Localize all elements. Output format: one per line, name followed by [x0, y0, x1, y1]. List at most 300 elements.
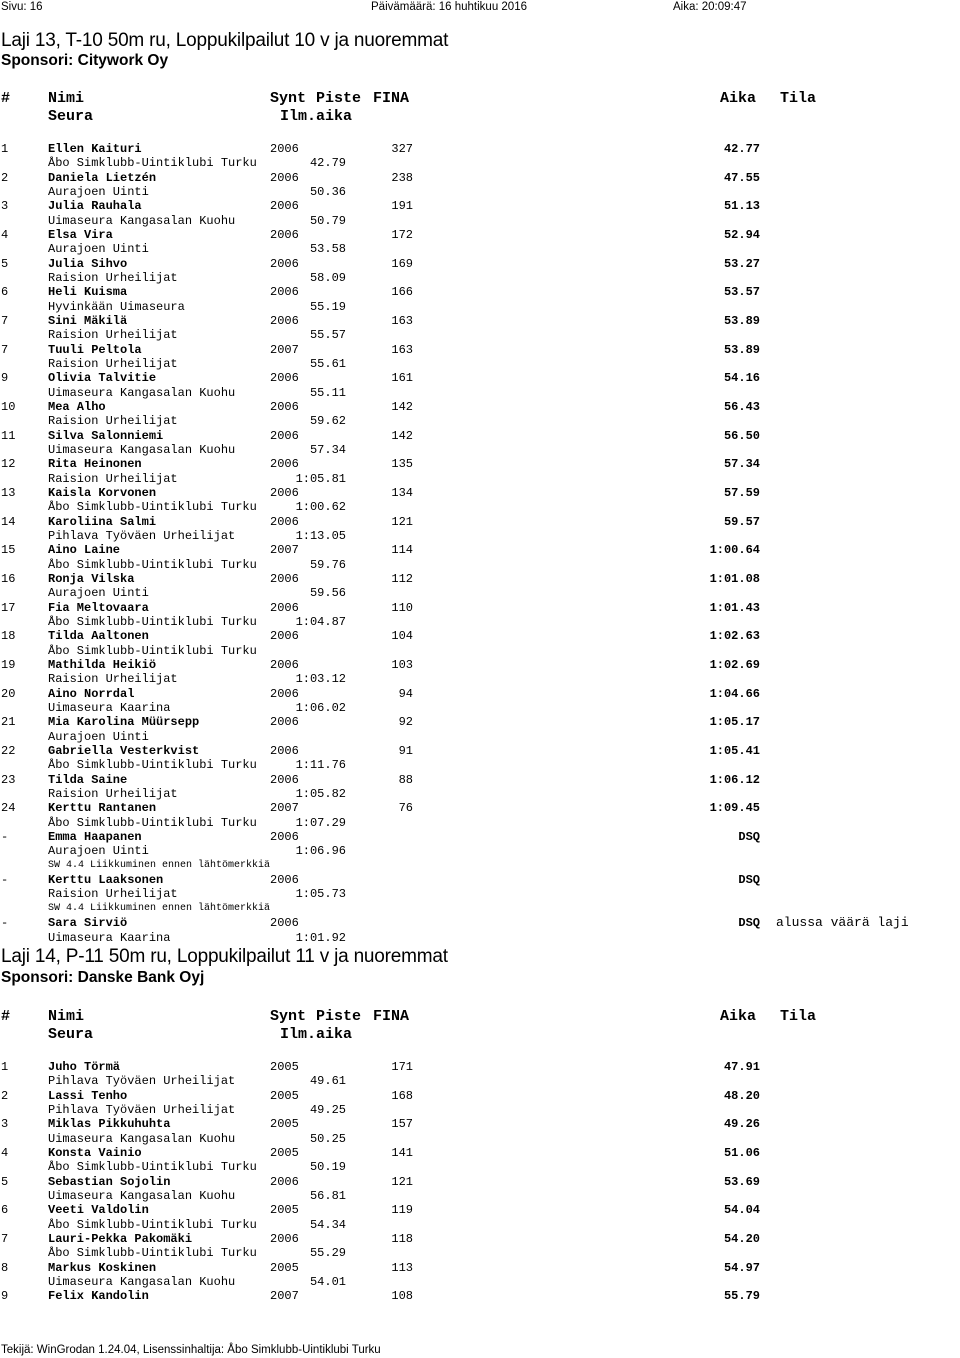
birth-year: 2006 — [270, 629, 299, 644]
entry-time: 1:06.02 — [295, 700, 346, 715]
birth-year: 2006 — [270, 829, 299, 844]
entry-time: 1:07.29 — [295, 815, 346, 830]
points: 161 — [391, 371, 413, 386]
place: 16 — [1, 571, 16, 586]
col-header-time: Aika — [720, 1008, 757, 1025]
dsq-reason: SW 4.4 Liikkuminen ennen lähtömerkkiä — [48, 859, 271, 871]
final-time: 52.94 — [723, 228, 760, 242]
place: 19 — [1, 657, 16, 672]
result-row-club — [0, 357, 960, 371]
result-row-club — [0, 672, 960, 686]
place: 9 — [1, 371, 9, 386]
column-headers-row2 — [0, 108, 960, 126]
birth-year: 2007 — [270, 543, 299, 558]
dsq-reason: SW 4.4 Liikkuminen ennen lähtömerkkiä — [48, 902, 271, 914]
birth-year: 2006 — [270, 199, 299, 214]
final-time: 51.13 — [723, 199, 760, 214]
final-time: 54.16 — [723, 371, 760, 386]
birth-year: 2006 — [270, 228, 299, 242]
page-header — [0, 0, 960, 14]
col-header-points: Piste — [316, 90, 362, 107]
place: 4 — [1, 1146, 9, 1160]
final-time: 53.27 — [723, 256, 760, 271]
event-sponsor: Sponsori: Citywork Oy — [1, 52, 169, 69]
result-row — [0, 873, 960, 887]
final-time: 53.69 — [723, 1174, 760, 1189]
entry-time: 1:05.81 — [295, 471, 346, 486]
result-row-club — [0, 586, 960, 600]
club-name: Raision Urheilijat — [48, 357, 178, 371]
points: 238 — [391, 170, 413, 185]
club-name: Åbo Simklubb-Uintiklubi Turku — [48, 815, 257, 830]
entry-time: 1:13.05 — [295, 528, 346, 543]
points: 191 — [391, 199, 413, 214]
club-name: Uimaseura Kaarina — [48, 700, 171, 715]
result-row-club — [0, 529, 960, 543]
club-name: Åbo Simklubb-Uintiklubi Turku — [48, 500, 257, 515]
result-row-club — [0, 931, 960, 945]
birth-year: 2006 — [270, 1232, 299, 1246]
entry-time: 55.61 — [309, 357, 346, 371]
place: 3 — [1, 1117, 9, 1132]
event-title: Laji 13, T-10 50m ru, Loppukilpailut 10 v ja nuoremmat — [1, 30, 449, 51]
final-time: 57.34 — [723, 457, 760, 472]
final-time: 53.89 — [723, 342, 760, 357]
result-row-club — [0, 386, 960, 400]
entry-time: 50.36 — [309, 185, 346, 199]
entry-time: 1:04.87 — [295, 614, 346, 629]
entry-time: 1:05.73 — [295, 887, 346, 902]
points: 168 — [391, 1088, 413, 1103]
result-row-club — [0, 271, 960, 285]
final-time: DSQ — [738, 873, 760, 887]
result-row-club — [0, 844, 960, 858]
birth-year: 2006 — [270, 285, 299, 300]
result-row — [0, 486, 960, 500]
final-time: 53.57 — [723, 285, 760, 300]
final-time: 1:05.17 — [709, 715, 760, 730]
result-row — [0, 1060, 960, 1074]
club-name: Pihlava Työväen Urheilijat — [48, 528, 236, 543]
swimmer-name: Emma Haapanen — [48, 829, 142, 844]
birth-year: 2006 — [270, 600, 299, 615]
result-row — [0, 257, 960, 271]
birth-year: 2006 — [270, 772, 299, 787]
place: 5 — [1, 1174, 9, 1189]
points: 76 — [398, 801, 413, 816]
swimmer-name: Tuuli Peltola — [48, 342, 142, 357]
entry-time: 55.19 — [309, 299, 346, 314]
entry-time: 59.76 — [309, 557, 346, 572]
final-time: 56.50 — [723, 428, 760, 443]
entry-time: 55.11 — [309, 385, 346, 400]
result-row-club — [0, 730, 960, 744]
column-headers-row1 — [0, 1008, 960, 1026]
result-row-club — [0, 701, 960, 715]
points: 113 — [391, 1260, 413, 1275]
final-time: 57.59 — [723, 485, 760, 500]
birth-year: 2005 — [270, 1117, 299, 1132]
place: 3 — [1, 199, 9, 214]
entry-time: 59.62 — [309, 414, 346, 429]
swimmer-name: Miklas Pikkuhuhta — [48, 1117, 171, 1132]
result-row-club — [0, 328, 960, 342]
points: 110 — [391, 600, 413, 615]
entry-time: 55.29 — [309, 1246, 346, 1261]
result-row — [0, 830, 960, 844]
col-header-fina: FINA — [373, 90, 410, 107]
birth-year: 2006 — [270, 314, 299, 328]
entry-time: 1:06.96 — [295, 844, 346, 859]
birth-year: 2006 — [270, 170, 299, 185]
swimmer-name: Mea Alho — [48, 399, 106, 414]
print-time: Aika: 20:09:47 — [673, 1, 747, 13]
result-row-club — [0, 1132, 960, 1146]
result-row-club — [0, 1275, 960, 1289]
birth-year: 2006 — [270, 256, 299, 271]
swimmer-name: Kerttu Rantanen — [48, 801, 157, 816]
birth-year: 2005 — [270, 1060, 299, 1074]
result-row — [0, 658, 960, 672]
birth-year: 2005 — [270, 1203, 299, 1218]
result-row — [0, 1146, 960, 1160]
club-name: Raision Urheilijat — [48, 271, 178, 285]
place: 22 — [1, 743, 16, 758]
points: 157 — [391, 1117, 413, 1132]
place: - — [1, 829, 9, 844]
final-time: 54.97 — [723, 1260, 760, 1275]
column-headers-row1 — [0, 90, 960, 108]
result-row — [0, 801, 960, 815]
swimmer-name: Daniela Lietzén — [48, 170, 157, 185]
result-row-club — [0, 185, 960, 199]
entry-time: 59.56 — [309, 586, 346, 601]
club-name: Åbo Simklubb-Uintiklubi Turku — [48, 614, 257, 629]
points: 94 — [398, 686, 413, 701]
result-row — [0, 543, 960, 557]
final-time: 1:01.08 — [709, 571, 760, 586]
final-time: 51.06 — [723, 1146, 760, 1160]
page-footer: Tekijä: WinGrodan 1.24.04, Lisenssinhaltija: Åbo Simklubb-Uintiklubi Turku — [1, 1344, 381, 1356]
result-row-club — [0, 558, 960, 572]
place: 2 — [1, 1088, 9, 1103]
swimmer-name: Elsa Vira — [48, 228, 113, 242]
result-row-club — [0, 887, 960, 901]
result-row-club — [0, 443, 960, 457]
place: 23 — [1, 772, 16, 787]
birth-year: 2006 — [270, 457, 299, 472]
club-name: Åbo Simklubb-Uintiklubi Turku — [48, 156, 257, 171]
birth-year: 2006 — [270, 715, 299, 730]
final-time: 54.20 — [723, 1232, 760, 1246]
points: 121 — [391, 1174, 413, 1189]
club-name: Uimaseura Kaarina — [48, 930, 171, 945]
entry-time: 50.25 — [309, 1131, 346, 1146]
col-header-entry: Ilm.aika — [280, 1026, 353, 1043]
club-name: Aurajoen Uinti — [48, 185, 149, 199]
col-header-club: Seura — [48, 108, 94, 125]
final-time: 53.89 — [723, 314, 760, 328]
result-row-club — [0, 1304, 960, 1318]
result-row — [0, 228, 960, 242]
swimmer-name: Juho Törmä — [48, 1060, 121, 1074]
final-time: 55.79 — [723, 1289, 760, 1304]
col-header-points: Piste — [316, 1008, 362, 1025]
result-row — [0, 429, 960, 443]
swimmer-name: Sebastian Sojolin — [48, 1174, 171, 1189]
final-time: 1:01.43 — [709, 600, 760, 615]
swimmer-name: Ellen Kaituri — [48, 142, 142, 156]
entry-time: 1:03.12 — [295, 672, 346, 687]
swimmer-name: Aino Laine — [48, 543, 121, 558]
final-time: DSQ — [738, 829, 760, 844]
entry-time: 1:00.62 — [295, 500, 346, 515]
place: 7 — [1, 1232, 9, 1246]
col-header-club: Seura — [48, 1026, 94, 1043]
col-header-birth: Synt — [270, 1008, 307, 1025]
birth-year: 2006 — [270, 873, 299, 887]
birth-year: 2006 — [270, 916, 299, 931]
result-row — [0, 916, 960, 930]
points: 135 — [391, 457, 413, 472]
points: 108 — [391, 1289, 413, 1304]
place: - — [1, 916, 9, 931]
birth-year: 2006 — [270, 399, 299, 414]
birth-year: 2006 — [270, 485, 299, 500]
club-name: Åbo Simklubb-Uintiklubi Turku — [48, 1246, 257, 1261]
club-name: Uimaseura Kangasalan Kuohu — [48, 442, 236, 457]
place: 15 — [1, 543, 16, 558]
col-header-entry: Ilm.aika — [280, 108, 353, 125]
birth-year: 2007 — [270, 1289, 299, 1304]
result-row-club — [0, 816, 960, 830]
result-row-club — [0, 1160, 960, 1174]
final-time: 54.04 — [723, 1203, 760, 1218]
final-time: 1:02.69 — [709, 657, 760, 672]
club-name: Raision Urheilijat — [48, 786, 178, 801]
result-row — [0, 285, 960, 299]
points: 141 — [391, 1146, 413, 1160]
place: 14 — [1, 514, 16, 529]
birth-year: 2006 — [270, 142, 299, 156]
place: 7 — [1, 342, 9, 357]
swimmer-name: Tilda Aaltonen — [48, 629, 149, 644]
final-time: 1:05.41 — [709, 743, 760, 758]
col-header-name: Nimi — [48, 90, 85, 107]
final-time: 49.26 — [723, 1117, 760, 1132]
entry-time: 50.79 — [309, 213, 346, 228]
club-name: Pihlava Työväen Urheilijat — [48, 1074, 236, 1089]
result-row — [0, 629, 960, 643]
result-row — [0, 773, 960, 787]
club-name: Åbo Simklubb-Uintiklubi Turku — [48, 557, 257, 572]
result-row — [0, 1117, 960, 1131]
final-time: DSQ — [738, 916, 760, 931]
entry-time: 42.79 — [309, 156, 346, 171]
club-name: Aurajoen Uinti — [48, 844, 149, 859]
points: 91 — [398, 743, 413, 758]
points: 112 — [391, 571, 413, 586]
points: 88 — [398, 772, 413, 787]
swimmer-name: Sini Mäkilä — [48, 314, 128, 328]
result-row — [0, 1261, 960, 1275]
result-row — [0, 601, 960, 615]
result-row — [0, 744, 960, 758]
club-name: Åbo Simklubb-Uintiklubi Turku — [48, 643, 257, 658]
col-header-name: Nimi — [48, 1008, 85, 1025]
birth-year: 2007 — [270, 801, 299, 816]
swimmer-name: Fia Meltovaara — [48, 600, 149, 615]
swimmer-name: Julia Rauhala — [48, 199, 142, 214]
result-row-club — [0, 1246, 960, 1260]
club-name: Raision Urheilijat — [48, 471, 178, 486]
result-row — [0, 142, 960, 156]
points: 169 — [391, 256, 413, 271]
place: 9 — [1, 1289, 9, 1304]
place: 8 — [1, 1260, 9, 1275]
points: 327 — [391, 142, 413, 156]
result-row — [0, 171, 960, 185]
points: 166 — [391, 285, 413, 300]
birth-year: 2006 — [270, 371, 299, 386]
result-row — [0, 1089, 960, 1103]
swimmer-name: Konsta Vainio — [48, 1146, 142, 1160]
points: 163 — [391, 314, 413, 328]
birth-year: 2005 — [270, 1146, 299, 1160]
result-row-club — [0, 1103, 960, 1117]
points: 121 — [391, 514, 413, 529]
place: 12 — [1, 457, 16, 472]
entry-time: 58.09 — [309, 271, 346, 285]
result-row — [0, 572, 960, 586]
result-row-club — [0, 787, 960, 801]
result-row — [0, 400, 960, 414]
result-row — [0, 199, 960, 213]
place: 5 — [1, 256, 9, 271]
status: alussa väärä laji — [776, 915, 909, 931]
result-row-club — [0, 1074, 960, 1088]
entry-time: 54.34 — [309, 1217, 346, 1232]
swimmer-name: Aino Norrdal — [48, 686, 135, 701]
swimmer-name: Gabriella Vesterkvist — [48, 743, 200, 758]
entry-time: 1:11.76 — [295, 758, 346, 773]
place: 7 — [1, 314, 9, 328]
points: 172 — [391, 228, 413, 242]
swimmer-name: Tilda Saine — [48, 772, 128, 787]
entry-time: 49.25 — [309, 1103, 346, 1117]
result-row — [0, 371, 960, 385]
club-name: Pihlava Työväen Urheilijat — [48, 1103, 236, 1117]
result-row-club — [0, 414, 960, 428]
entry-time: 49.61 — [309, 1074, 346, 1089]
points: 104 — [391, 629, 413, 644]
place: - — [1, 873, 9, 887]
club-name: Åbo Simklubb-Uintiklubi Turku — [48, 1217, 257, 1232]
entry-time: 55.57 — [309, 328, 346, 343]
entry-time: 53.58 — [309, 242, 346, 257]
final-time: 47.91 — [723, 1060, 760, 1074]
col-header-status: Tila — [780, 1008, 817, 1025]
club-name: Uimaseura Kangasalan Kuohu — [48, 1131, 236, 1146]
col-header-num: # — [1, 90, 11, 107]
event-title: Laji 14, P-11 50m ru, Loppukilpailut 11 v ja nuoremmat — [1, 946, 448, 967]
swimmer-name: Kerttu Laaksonen — [48, 873, 164, 887]
birth-year: 2006 — [270, 514, 299, 529]
result-row-club — [0, 214, 960, 228]
col-header-time: Aika — [720, 90, 757, 107]
club-name: Raision Urheilijat — [48, 672, 178, 687]
club-name: Uimaseura Kangasalan Kuohu — [48, 1275, 236, 1289]
result-row-club — [0, 500, 960, 514]
result-row-club — [0, 156, 960, 170]
birth-year: 2005 — [270, 1260, 299, 1275]
print-date: Päivämäärä: 16 huhtikuu 2016 — [371, 1, 527, 13]
entry-time: 1:05.82 — [295, 786, 346, 801]
club-name: Åbo Simklubb-Uintiklubi Turku — [48, 1160, 257, 1175]
final-time: 1:00.64 — [709, 543, 760, 558]
club-name: Aurajoen Uinti — [48, 586, 149, 601]
club-name: Åbo Simklubb-Uintiklubi Turku — [48, 758, 257, 773]
result-row-club — [0, 615, 960, 629]
points: 118 — [391, 1232, 413, 1246]
birth-year: 2005 — [270, 1088, 299, 1103]
result-row — [0, 715, 960, 729]
swimmer-name: Mathilda Heikiö — [48, 657, 157, 672]
result-row — [0, 515, 960, 529]
points: 114 — [391, 543, 413, 558]
birth-year: 2006 — [270, 743, 299, 758]
place: 4 — [1, 228, 9, 242]
final-time: 47.55 — [723, 170, 760, 185]
final-time: 1:04.66 — [709, 686, 760, 701]
swimmer-name: Lauri-Pekka Pakomäki — [48, 1232, 193, 1246]
col-header-status: Tila — [780, 90, 817, 107]
swimmer-name: Silva Salonniemi — [48, 428, 164, 443]
club-name: Raision Urheilijat — [48, 887, 178, 902]
swimmer-name: Felix Kandolin — [48, 1289, 149, 1304]
club-name: Aurajoen Uinti — [48, 242, 149, 257]
final-time: 59.57 — [723, 514, 760, 529]
place: 13 — [1, 485, 16, 500]
swimmer-name: Rita Heinonen — [48, 457, 142, 472]
club-name: Uimaseura Kangasalan Kuohu — [48, 213, 236, 228]
col-header-fina: FINA — [373, 1008, 410, 1025]
result-row-club — [0, 472, 960, 486]
points: 171 — [391, 1060, 413, 1074]
event-sponsor: Sponsori: Danske Bank Oyj — [1, 969, 205, 986]
swimmer-name: Karoliina Salmi — [48, 514, 157, 529]
place: 24 — [1, 801, 16, 816]
col-header-birth: Synt — [270, 90, 307, 107]
swimmer-name: Veeti Valdolin — [48, 1203, 149, 1218]
place: 2 — [1, 170, 9, 185]
place: 1 — [1, 1060, 9, 1074]
final-time: 42.77 — [723, 142, 760, 156]
entry-time: 57.34 — [309, 442, 346, 457]
entry-time: 54.01 — [309, 1275, 346, 1289]
result-row — [0, 1232, 960, 1246]
points: 142 — [391, 428, 413, 443]
place: 6 — [1, 1203, 9, 1218]
points: 142 — [391, 399, 413, 414]
result-row-club — [0, 242, 960, 256]
place: 21 — [1, 715, 16, 730]
result-row — [0, 1203, 960, 1217]
place: 17 — [1, 600, 16, 615]
swimmer-name: Olivia Talvitie — [48, 371, 157, 386]
birth-year: 2006 — [270, 657, 299, 672]
club-name: Aurajoen Uinti — [48, 729, 149, 744]
